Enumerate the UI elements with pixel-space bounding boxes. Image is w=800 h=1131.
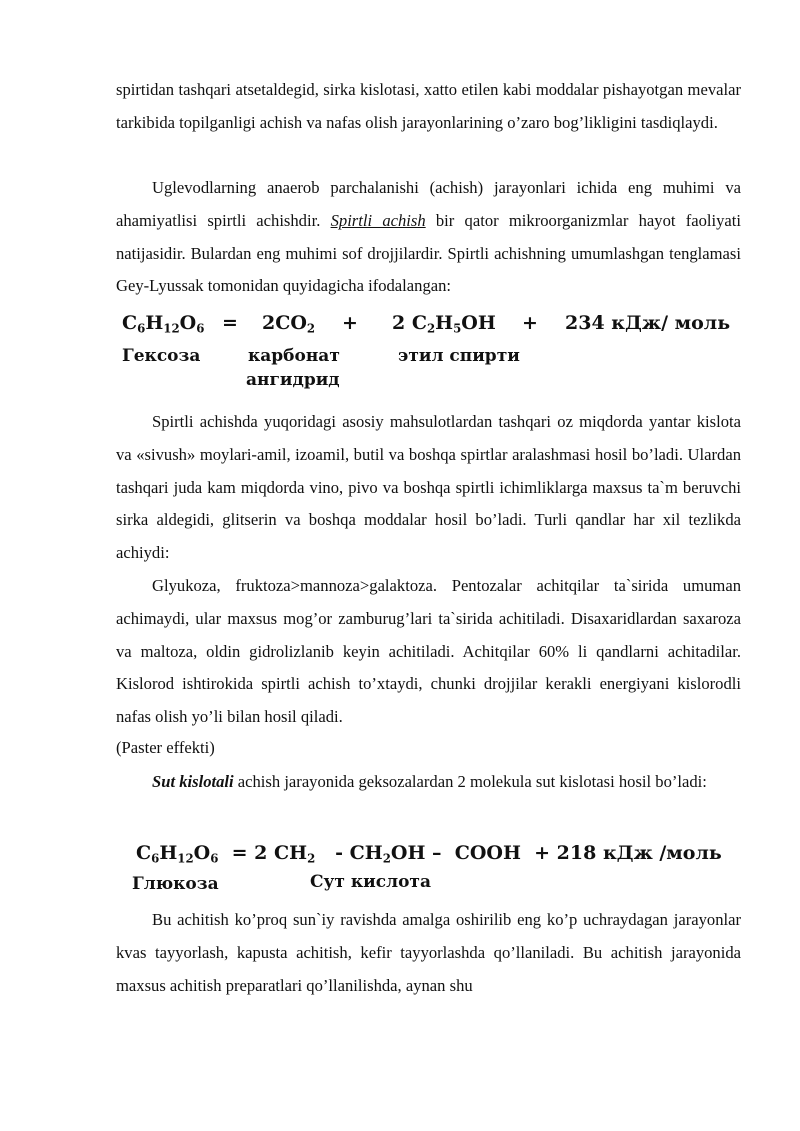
paragraph-products: Spirtli achishda yuqoridagi asosiy mahsulotlardan tashqari oz miqdorda yantar kislota va «sivush» moylari-amil, izoamil, butil va boshqa spirtlar aralashmasi hosil bo’ladi. Ulardan tashqari juda kam miqdorda vino, pivo va boshqa spirtli ichimliklarga maxsus ta`m beruvchi sirka aldegidi, glitserin va boshqa moddalar hosil bo’ladi. Turli qandlar har xil tezlikda achiydi: — [116, 412, 741, 563]
formula-co2: $2CO_2$ — [262, 312, 316, 336]
paragraph-sut-kislotali — [152, 766, 741, 799]
formula-label-ethanol: этил спирти — [398, 346, 520, 366]
formula-hexose: $C_6H_{12}O_6$ — [122, 312, 205, 336]
formula-label-hexose: Гексоза — [122, 346, 201, 366]
formula-label-co2: карбонат — [248, 346, 340, 366]
formula-plus: + — [342, 312, 358, 334]
sut-kislotali-term: Sut kislotali — [152, 772, 234, 791]
paragraph-continuation: spirtidan tashqari atsetaldegid, sirka kislotasi, xatto etilen kabi moddalar pishayotgan mevalar tarkibida topilganligi achish va nafas olish jarayonlarining o’zaro bog’likligini tasdiqlaydi. — [116, 80, 741, 132]
paragraph-spirtli-achish — [116, 172, 741, 303]
formula-plus: + — [522, 312, 538, 334]
formula-lactic: $C_6H_{12}O_6 = 2$ $CH_2$ - $CH_2OH$ – COOH + 218 кДж /моль — [136, 842, 722, 866]
formula-label-co2-2: ангидрид — [246, 370, 340, 390]
formula-label-glucose: Глюкоза — [132, 874, 219, 894]
formula-equals: = — [222, 312, 238, 334]
formula-ethanol: 2 $C_2H_5OH$ — [392, 312, 496, 336]
paragraph-sugars: Glyukoza, fruktoza>mannoza>galaktoza. Pentozalar achitqilar ta`sirida umuman achimaydi, ular maxsus mog’or zamburug’lari ta`sirida achitiladi. Disaxaridlardan saxaroza va maltoza, oldin gidrolizlanib keyin achitiladi. Achitqilar 60% li qandlarni achitadilar. Kislorod ishtirokida spirtli achish to’xtaydi, chunki drojjilar kerakli energiyani kislorodli nafas olish yo’li bilan hosil qiladi. — [116, 576, 741, 727]
paragraph-text: bir qator mikroorganizmlar hayot faoliyati natijasidir. Bulardan eng muhimi sof drojjilardir. Spirtli achishning umumlashgan tenglamasi Gey-Lyussak tomonidan quyidagicha ifodalangan: — [116, 210, 742, 296]
paragraph-paster: (Paster effekti) — [116, 738, 215, 757]
paragraph-text: Uglevodlarning anaerob parchalanishi (achish) jarayonlari ichida eng muhimi va ahamiyatlisi spirtli achishdir. — [116, 178, 741, 230]
formula-label-lactic-acid: Сут кислота — [310, 872, 431, 892]
paragraph-application: Bu achitish ko’proq sun`iy ravishda amalga oshirilib eng ko’p uchraydagan jarayonlar kvas tayyorlash, kapusta achitish, kefir tayyorlashda qo’llaniladi. Bu achitish jarayonida maxsus achitish preparatlari qo’llanilishda, aynan shu — [116, 910, 741, 995]
formula-energy: 234 кДж/ моль — [565, 312, 731, 334]
paragraph-text: achish jarayonida geksozalardan 2 molekula sut kislotasi hosil bo’ladi: — [233, 772, 707, 791]
spirtli-achish-link[interactable]: Spirtli achish — [330, 210, 426, 230]
